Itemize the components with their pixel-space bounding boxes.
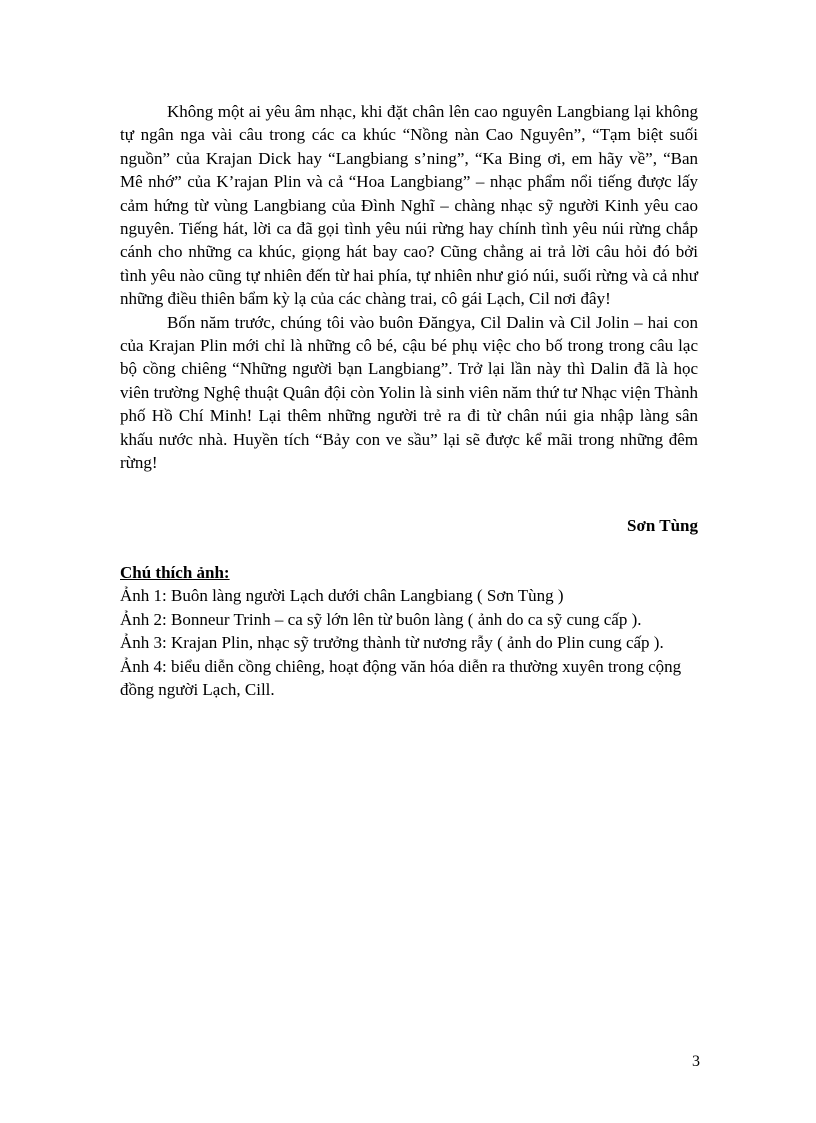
caption-item-1: Ảnh 1: Buôn làng người Lạch dưới chân Langbiang ( Sơn Tùng ) [120,586,564,606]
captions-heading: Chú thích ảnh: [120,563,230,582]
caption-item-2: Ảnh 2: Bonneur Trinh – ca sỹ lớn lên từ buôn làng ( ảnh do ca sỹ cung cấp ). [120,609,642,629]
author-signature: Sơn Tùng [626,516,698,535]
caption-item-3: Ảnh 3: Krajan Plin, nhạc sỹ trưởng thành từ nương rẫy ( ảnh do Plin cung cấp ). [120,633,664,653]
article-paragraph-1: Không một ai yêu âm nhạc, khi đặt chân lên cao nguyên Langbiang lại không tự ngân nga vài câu trong các ca khúc “Nồng nàn Cao Nguyên”, “Tạm biệt suối nguồn” của Krajan Dick hay “Langbiang s’ning”, “Ka Bing ơi, em hãy về”, “Ban Mê nhớ” của K’rajan Plin và cả “Hoa Langbiang” – nhạc phẩm nổi tiếng được lấy cảm hứng từ vùng Langbiang của Đình Nghĩ – chàng nhạc sỹ người Kinh yêu cao nguyên. Tiếng hát, lời ca đã gọi tình yêu núi rừng hay chính tình yêu núi rừng chắp cánh cho những ca khúc, giọng hát bay cao? Cũng chẳng ai trả lời câu hỏi đó bởi tình yêu nào cũng tự nhiên đến từ hai phía, tự nhiên như gió núi, suối rừng và cả như những điều thiên bẩm kỳ lạ của các chàng trai, cô gái Lạch, Cil nơi đây! [120,102,698,309]
photo-captions [120,561,698,701]
article-paragraph-2: Bốn năm trước, chúng tôi vào buôn Đăngya, Cil Dalin và Cil Jolin – hai con của Krajan Plin mới chỉ là những cô bé, cậu bé phụ việc cho bố trong trong câu lạc bộ cồng chiêng “Những người bạn Langbiang”. Trở lại lần này thì Dalin đã là học viên trường Nghệ thuật Quân đội còn Yolin là sinh viên năm thứ tư Nhạc viện Thành phố Hồ Chí Minh! Lại thêm những người trẻ ra đi từ chân núi gia nhập làng sân khấu nước nhà. Huyền tích “Bảy con ve sầu” lại sẽ được kể mãi trong những đêm rừng! [120,312,698,473]
article-body [120,100,698,475]
caption-item-4: Ảnh 4: biểu diễn cồng chiêng, hoạt động văn hóa diễn ra thường xuyên trong cộng đồng người Lạch, Cill. [120,656,682,700]
page-number: 3 [692,1053,700,1070]
